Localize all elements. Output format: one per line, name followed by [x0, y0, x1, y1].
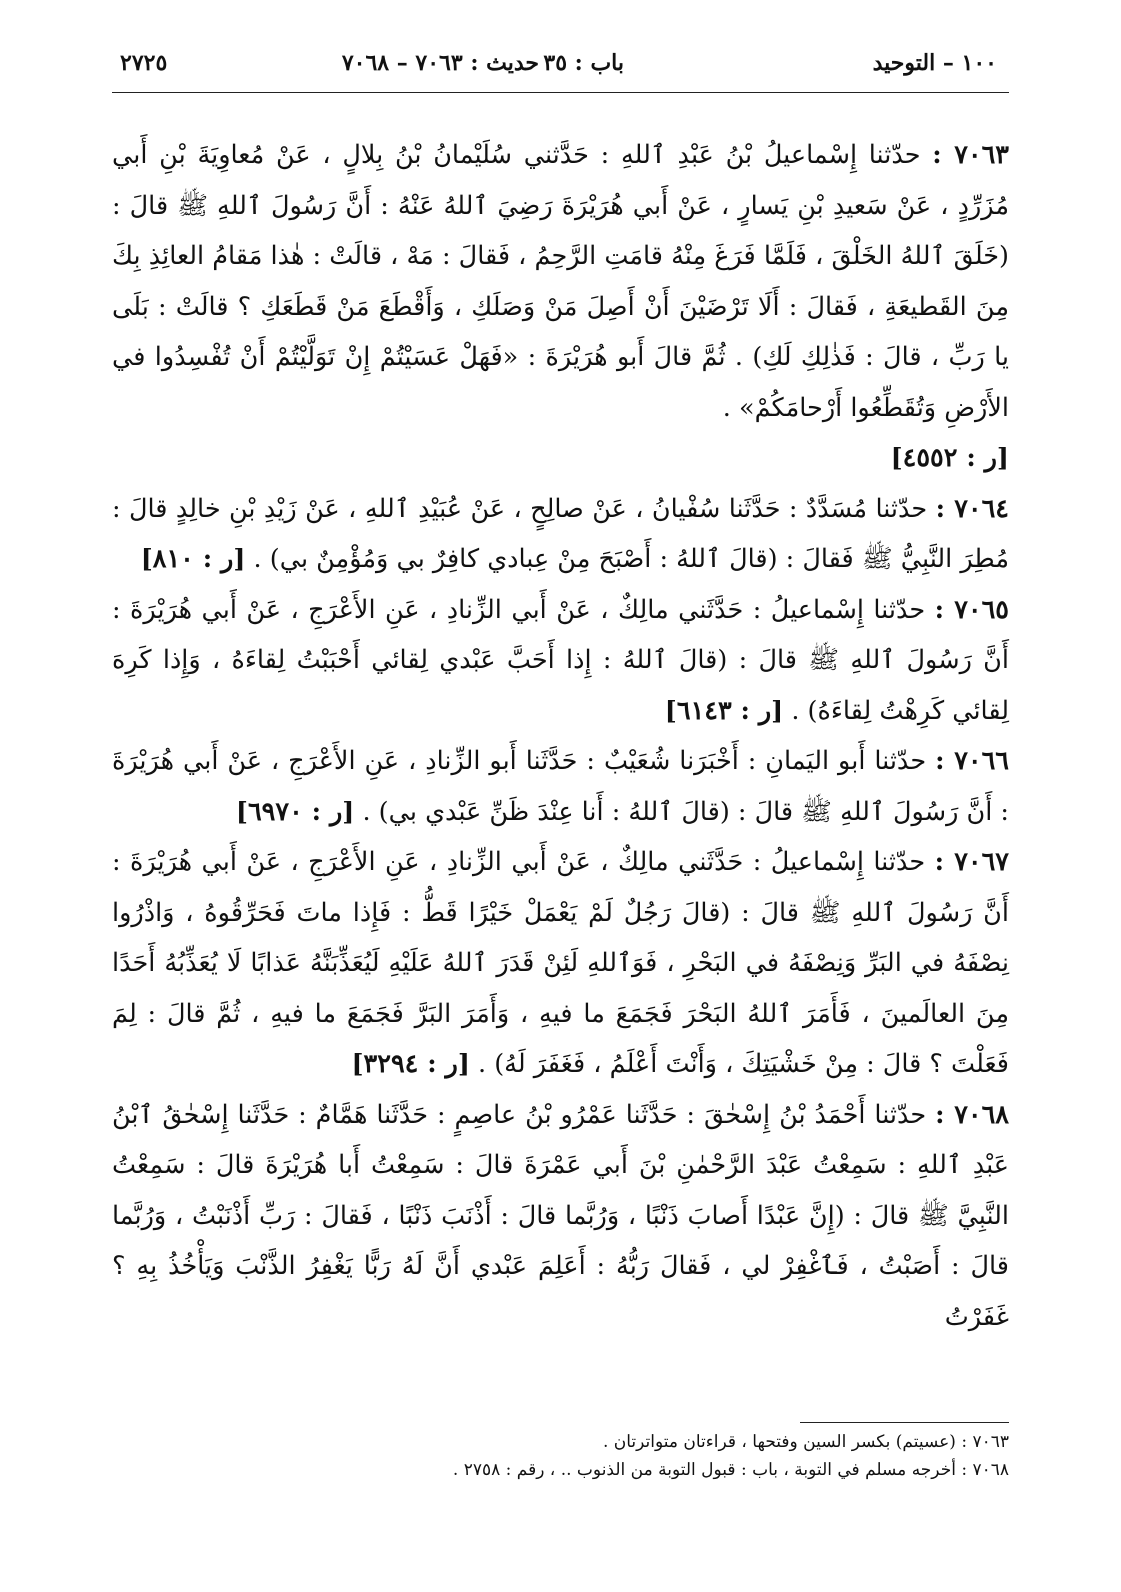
hadith-number: ٧٠٦٤ : — [935, 493, 1010, 524]
hadith-number: ٧٠٦٧ : — [934, 847, 1009, 877]
hadith-number: ٧٠٦٦ : — [935, 746, 1010, 776]
hadith-text: حدّثنا إِسْماعيلُ : حَدَّثَني مالِكٌ ، عَنْ أَبي الزِّنادِ ، عَنِ الأَعْرَجِ ، عَنْ أَبي هُرَيْرَةَ : أَنَّ رَسُولَ ٱللهِ ﷺ قالَ : (قالَ ٱللهُ : إِذا أَحَبَّ عَبْدي لِقائي أَحْبَبْتُ لِقاءَهُ ، وَإِذا كَرِهَ لِقائي كَرِهْتُ لِقاءَهُ) . — [112, 594, 1009, 726]
footnote-divider — [800, 1422, 1009, 1423]
hadith-7063 — [112, 130, 1009, 433]
hadith-number: ٧٠٦٥ : — [934, 594, 1009, 625]
hadith-body — [112, 130, 1009, 1342]
header-divider — [112, 92, 1009, 93]
hadith-7068 — [112, 1090, 1009, 1343]
hadith-text: حدّثنا إِسْماعيلُ : حَدَّثَني مالِكٌ ، عَنْ أَبي الزِّنادِ ، عَنِ الأَعْرَجِ ، عَنْ أَبي هُرَيْرَةَ : أَنَّ رَسُولَ ٱللهِ ﷺ قالَ : (قالَ رَجُلٌ لَمْ يَعْمَلْ خَيْرًا قَطُّ : فَإِذا ماتَ فَحَرِّقُوهُ ، وَاذْرُوا نِصْفَهُ في البَرِّ وَنِصْفَهُ في البَحْرِ ، فَوَٱللهِ لَئِنْ قَدَرَ ٱللهُ عَلَيْهِ لَيُعَذِّبَنَّهُ عَذابًا لَا يُعَذِّبُهُ أَحَدًا مِنَ العالَمينَ ، فَأَمَرَ ٱللهُ البَحْرَ فَجَمَعَ ما فيهِ ، وَأَمَرَ البَرَّ فَجَمَعَ ما فيهِ ، ثُمَّ قالَ : لِمَ فَعَلْتَ ؟ قالَ : مِنْ خَشْيَتِكَ ، وَأَنْتَ أَعْلَمُ ، فَغَفَرَ لَهُ) . — [112, 847, 1009, 1079]
page-number: ٢٧٢٥ — [120, 50, 168, 76]
cross-reference: [ر : ٦١٤٣] — [664, 695, 784, 726]
hadith-text: حدّثنا أَحْمَدُ بْنُ إِسْحٰقَ : حَدَّثَنا عَمْرُو بْنُ عاصِمٍ : حَدَّثَنا هَمَّامٌ : حَدَّثَنا إِسْحٰقُ ٱبْنُ عَبْدِ ٱللهِ : سَمِعْتُ عَبْدَ الرَّحْمٰنِ بْنَ أَبي عَمْرَةَ قالَ : سَمِعْتُ أَبا هُرَيْرَةَ قالَ : سَمِعْتُ النَّبِيَّ ﷺ قالَ : (إِنَّ عَبْدًا أَصابَ ذَنْبًا ، وَرُبَّما قالَ : أَذْنَبَ ذَنْبًا ، فَقالَ : رَبِّ أَذْنَبْتُ ، وَرُبَّما قالَ : أَصَبْتُ ، فَٱغْفِرْ لي ، فَقالَ رَبُّهُ : أَعَلِمَ عَبْدي أَنَّ لَهُ رَبًّا يَغْفِرُ الذَّنْبَ وَيَأْخُذُ بِهِ ؟ غَفَرْتُ — [112, 1099, 1009, 1332]
footnotes — [112, 1428, 1009, 1484]
hadith-text: حدّثنا إِسْماعيلُ بْنُ عَبْدِ ٱللهِ : حَدَّثني سُلَيْمانُ بْنُ بِلالٍ ، عَنْ مُعاوِيَةَ بْنِ أَبي مُزَرِّدٍ ، عَنْ سَعيدِ بْنِ يَسارٍ ، عَنْ أَبي هُرَيْرَةَ رَضِيَ ٱللهُ عَنْهُ : أَنَّ رَسُولَ ٱللهِ ﷺ قالَ : (خَلَقَ ٱللهُ الخَلْقَ ، فَلَمَّا فَرَغَ مِنْهُ قامَتِ الرَّحِمُ ، فَقالَ : مَهْ ، قالَتْ : هٰذا مَقامُ العائِذِ بِكَ مِنَ القَطيعَةِ ، فَقالَ : أَلَا تَرْضَيْنَ أَنْ أَصِلَ مَنْ وَصَلَكِ ، وَأَقْطَعَ مَنْ قَطَعَكِ ؟ قالَتْ : بَلَى يا رَبِّ ، قالَ : فَذٰلِكِ لَكِ) . ثُمَّ قالَ أَبو هُرَيْرَةَ : «فَهَلْ عَسَيْتُمْ إِنْ تَوَلَّيْتُمْ أَنْ تُفْسِدُوا في الأَرْضِ وَتُقَطِّعُوا أَرْحامَكُمْ» . — [112, 140, 1009, 423]
reference-line — [112, 433, 1009, 484]
hadith-range: حديث : ٧٠٦٣ – ٧٠٦٨ — [341, 50, 539, 76]
footnote-7068: ٧٠٦٨ : أخرجه مسلم في التوبة ، باب : قبول التوبة من الذنوب .. ، رقم : ٢٧٥٨ . — [452, 1460, 1009, 1480]
chapter-title: ١٠٠ – التوحيد — [872, 50, 997, 76]
footnote-7063: ٧٠٦٣ : (عسيتم) بكسر السين وفتحها ، قراءتان متواترتان . — [602, 1432, 1009, 1452]
hadith-number: ٧٠٦٨ : — [935, 1099, 1009, 1130]
cross-reference: [ر : ٣٢٩٤] — [351, 1049, 470, 1079]
hadith-7065 — [112, 585, 1009, 737]
hadith-number: ٧٠٦٣ : — [932, 140, 1009, 170]
page-header — [112, 42, 1009, 90]
cross-reference: [ر : ٤٥٥٢] — [890, 443, 1009, 473]
cross-reference: [ر : ٦٩٧٠] — [235, 796, 355, 827]
hadith-7064 — [112, 484, 1009, 585]
hadith-text: حدّثنا أَبو اليَمانِ : أَخْبَرَنا شُعَيْبٌ : حَدَّثَنا أَبو الزِّنادِ ، عَنِ الأَعْرَجِ ، عَنْ أَبي هُرَيْرَةَ : أَنَّ رَسُولَ ٱللهِ ﷺ قالَ : (قالَ ٱللهُ : أَنا عِنْدَ ظَنِّ عَبْدي بي) . — [112, 746, 1009, 827]
hadith-7066 — [112, 736, 1009, 837]
bab-label: باب : ٣٥ — [543, 50, 624, 76]
cross-reference: [ر : ٨١٠] — [140, 544, 246, 574]
hadith-text: حدّثنا مُسَدَّدٌ : حَدَّثَنا سُفْيانُ ، عَنْ صالِحٍ ، عَنْ عُبَيْدِ ٱللهِ ، عَنْ زَيْدِ بْنِ خالِدٍ قالَ : مُطِرَ النَّبِيُّ ﷺ فَقالَ : (قالَ ٱللهُ : أَصْبَحَ مِنْ عِبادي كافِرٌ بي وَمُؤْمِنٌ بي) . — [112, 493, 1009, 574]
hadith-7067 — [112, 837, 1009, 1090]
